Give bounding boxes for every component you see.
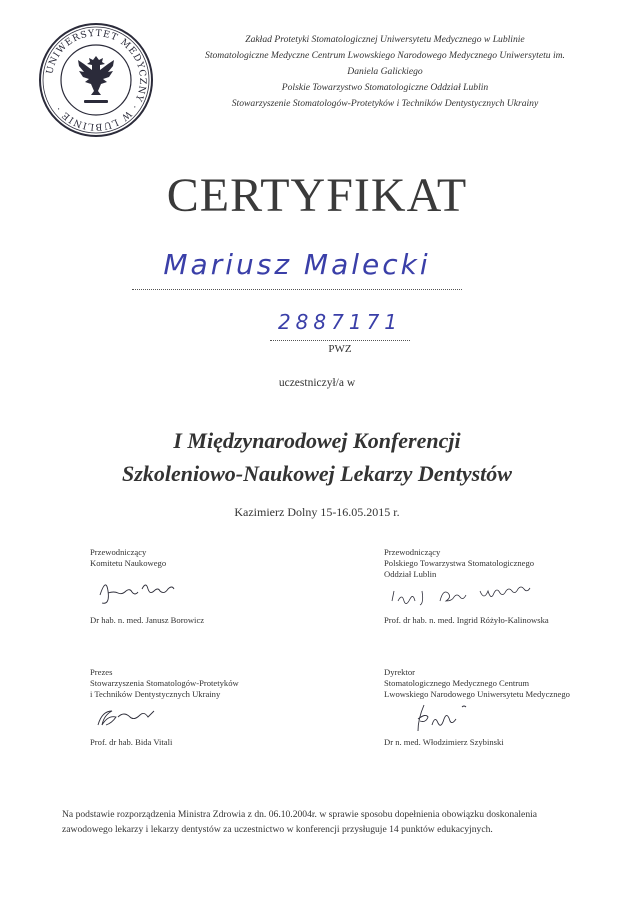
header-line-5: Stowarzyszenie Stomatologów-Protetyków i Techników Dentystycznych Ukrainy bbox=[231, 98, 539, 109]
issuer-header bbox=[160, 32, 610, 112]
header-line-2: Stomatologiczne Medyczne Centrum Lwowskiego Narodowego Medycznego Uniwersytetu im. bbox=[205, 50, 565, 61]
signature-4-role-3: Lwowskiego Narodowego Uniwersytetu Medycznego bbox=[384, 689, 570, 699]
signature-2-role-1: Przewodniczący bbox=[384, 547, 441, 557]
conference-title-line-2: Szkoleniowo-Naukowej Lekarzy Dentystów bbox=[122, 461, 512, 486]
header-line-4: Polskie Towarzystwo Stomatologiczne Oddział Lublin bbox=[281, 82, 489, 93]
pwz-number: 2887171 bbox=[277, 310, 403, 334]
footer-line-2: zawodowego lekarzy i lekarzy dentystów za uczestnictwo w konferencji przysługuje 14 punktów edukacyjnych. bbox=[62, 824, 493, 835]
eagle-icon bbox=[78, 56, 114, 103]
pwz-dotted-line bbox=[270, 340, 410, 341]
legal-footer bbox=[62, 807, 582, 837]
signature-block-3 bbox=[90, 667, 330, 749]
conference-title bbox=[0, 424, 634, 490]
signature-2-signer: Prof. dr hab. n. med. Ingrid Różyło-Kalinowska bbox=[384, 615, 549, 625]
signature-1-role-1: Przewodniczący bbox=[90, 547, 147, 557]
signature-4-signer: Dr n. med. Włodzimierz Szybinski bbox=[384, 737, 504, 747]
signature-1-handwriting bbox=[96, 573, 186, 609]
footer-line-1: Na podstawie rozporządzenia Ministra Zdrowia z dn. 06.10.2004r. w sprawie sposobu dopełnienia obowiązku doskonalenia bbox=[62, 809, 538, 820]
signature-1-role-2: Komitetu Naukowego bbox=[90, 558, 167, 568]
signature-3-role-3: i Techników Dentystycznych Ukrainy bbox=[90, 689, 221, 699]
header-line-3: Daniela Galickiego bbox=[347, 66, 423, 77]
signature-4-handwriting bbox=[410, 701, 490, 735]
certificate-title: CERTYFIKAT bbox=[166, 169, 468, 222]
participation-text: uczestniczył/a w bbox=[278, 377, 356, 389]
seal-ring-text: UNIWERSYTET MEDYCZNY · W LUBLINIE · bbox=[44, 27, 149, 133]
recipient-name: Mariusz Malecki bbox=[163, 248, 431, 281]
signature-3-signer: Prof. dr hab. Bida Vitali bbox=[90, 737, 173, 747]
conference-place-date: Kazimierz Dolny 15-16.05.2015 r. bbox=[234, 505, 400, 519]
signature-2-role-3: Oddział Lublin bbox=[384, 569, 437, 579]
conference-title-line-1: I Międzynarodowej Konferencji bbox=[173, 428, 461, 453]
name-dotted-line bbox=[132, 289, 462, 290]
signature-2-role-2: Polskiego Towarzystwa Stomatologicznego bbox=[384, 558, 535, 568]
header-line-1: Zakład Protetyki Stomatologicznej Uniwersytetu Medycznego w Lublinie bbox=[245, 34, 525, 45]
signature-3-handwriting bbox=[92, 703, 172, 733]
signature-3-role-1: Prezes bbox=[90, 667, 113, 677]
signature-4-role-1: Dyrektor bbox=[384, 667, 416, 677]
signature-block-4 bbox=[384, 667, 624, 749]
university-seal bbox=[38, 22, 154, 138]
signature-1-signer: Dr hab. n. med. Janusz Borowicz bbox=[90, 615, 205, 625]
signature-3-role-2: Stowarzyszenia Stomatologów-Protetyków bbox=[90, 678, 239, 688]
signature-2-handwriting bbox=[388, 585, 568, 609]
pwz-label: PWZ bbox=[328, 343, 352, 355]
signature-block-1 bbox=[90, 547, 330, 627]
signature-block-2 bbox=[384, 547, 624, 627]
signature-4-role-2: Stomatologicznego Medycznego Centrum bbox=[384, 678, 530, 688]
